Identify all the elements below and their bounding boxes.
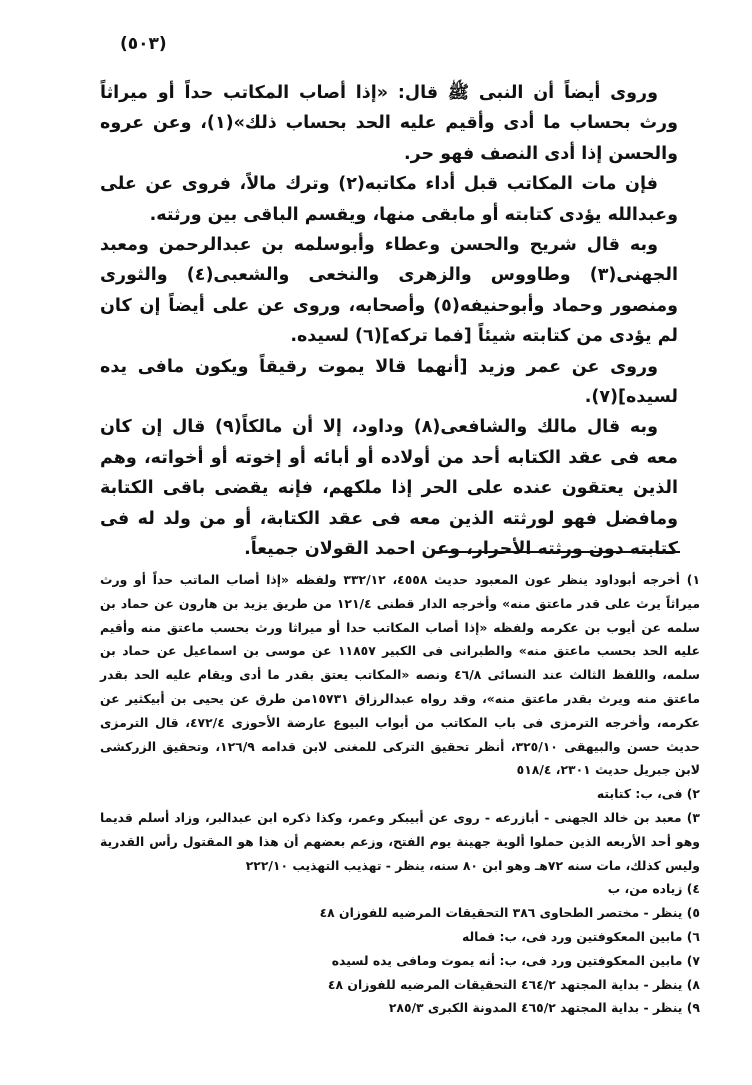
main-text <box>100 78 678 565</box>
footnote: ٩) ينظر - بداية المجتهد ٤٦٥/٢ المدونة الكبرى ٢٨٥/٣ <box>388 1000 700 1016</box>
footnote: ٧) مابين المعكوفتين ورد فى، ب: أنه يموت ومافى يده لسيده <box>331 952 700 968</box>
footnotes <box>100 568 700 1020</box>
footnote: ٦) مابين المعكوفتين ورد فى، ب: فماله <box>461 928 700 944</box>
footnote: ٤) زياده من، ب <box>607 881 700 897</box>
footnote: ٣) معبد بن خالد الجهنى - أبازرعه - روى عن أبيبكر وعمر، وكذا ذكره ابن عبدالبر، وزاد أسلم قديما وهو أحد الأربعه الذين حملوا ألوية جهينة يوم الفتح، وزعم بعضهم أن هذا هو المقتول رأس القدرية وليس كذلك، مات سنه ٧٢هـ وهو ابن ٨٠ سنه، ينظر - تهذيب التهذيب ٢٢٢/١٠ <box>100 809 700 873</box>
paragraph: وبه قال شريح والحسن وعطاء وأبوسلمه بن عبدالرحمن ومعبد الجهنى(٣) وطاووس والزهرى والنخعى والشعبى(٤) والثورى ومنصور وحماد وأبوحنيفه(٥) وأصحابه، وروى عن على أيضاً إن كان لم يؤدى من كتابته شيئاً [فما تركه](٦) لسيده. <box>100 235 678 347</box>
paragraph: وبه قال مالك والشافعى(٨) وداود، إلا أن مالكاً(٩) قال إن كان معه فى عقد الكتابه أحد من أولاده أو أبائه أو إخوته أو أخواته، وهم الذين يعتقون عنده على الحر إذا ملكهم، فإنه يقضى باقى الكتابة ومافضل فهو لورثته الذين معه فى عقد الكتابة، أو من ولد له فى كتابته دون ورثته الأحرار، وعن احمد القولان جميعاً. <box>100 417 678 560</box>
paragraph: وروى أيضاً أن النبى ﷺ قال: «إذا أصاب المكاتب حداً أو ميراثاً ورث بحساب ما أدى وأقيم عليه الحد بحساب ذلك»(١)، وعن عروه والحسن إذا أدى النصف فهو حر. <box>100 83 678 164</box>
footnote: ٨) ينظر - بداية المجتهد ٤٦٤/٢ التحقيقات المرضيه للفوزان ٤٨ <box>327 976 700 992</box>
paragraph: فإن مات المكاتب قبل أداء مكاتبه(٢) وترك مالاً، فروى عن على وعبدالله يؤدى كتابته أو مابقى منها، ويقسم الباقى بين ورثته. <box>100 174 678 225</box>
footnote: ١) أخرجه أبوداود ينظر عون المعبود حديث ٤٥٥٨، ٣٣٢/١٢ ولفظه «إذا أصاب الماتب حداً أو ورث ميراثاً يرث على قدر ماعتق منه» وأخرجه الدار قطنى ١٢١/٤ من طريق يزيد بن هارون عن حماد بن سلمه عن أيوب بن عكرمه ولفظه «إذا أصاب المكاتب حدا أو ميراثا ورث بحسب ماعتق منه وأقيم عليه الحد بحسب ماعتق منه» والطبرانى فى الكبير ١١٨٥٧ عن موسى بن اسماعيل عن حماد بن سلمه، واللفظ الثالث عند النسائى ٤٦/٨ ونصه «المكاتب يعتق بقدر ما أدى ويقام عليه الحد بقدر ماعتق منه ويرث بقدر ماعتق منه»، وقد رواه عبدالرزاق ١٥٧٣١من طرق عن يحيى بن أبيكثير عن عكرمه، وأخرجه الترمزى فى باب المكاتب من أبواب البيوع عارضة الأحوزى ٤٧٢/٤، قال الترمزى حديث حسن والبيهقى ٣٢٥/١٠، أنظر تحقيق التركى للمغنى لابن قدامه ١٢٦/٩، وتحقيق الزركشى لابن جبريل حديث ٢٣٠١، ٥١٨/٤ <box>100 572 701 778</box>
paragraph: وروى عن عمر وزيد [أنهما قالا يموت رقيقاً ويكون مافى يده لسيده](٧). <box>100 356 678 408</box>
page-number: (٥٠٣) <box>120 34 167 54</box>
footnote-separator <box>432 551 680 553</box>
footnote: ٥) ينظر - مختصر الطحاوى ٣٨٦ التحقيقات المرضيه للفوزان ٤٨ <box>319 905 700 921</box>
footnote: ٢) فى، ب: كتابته <box>596 786 700 802</box>
